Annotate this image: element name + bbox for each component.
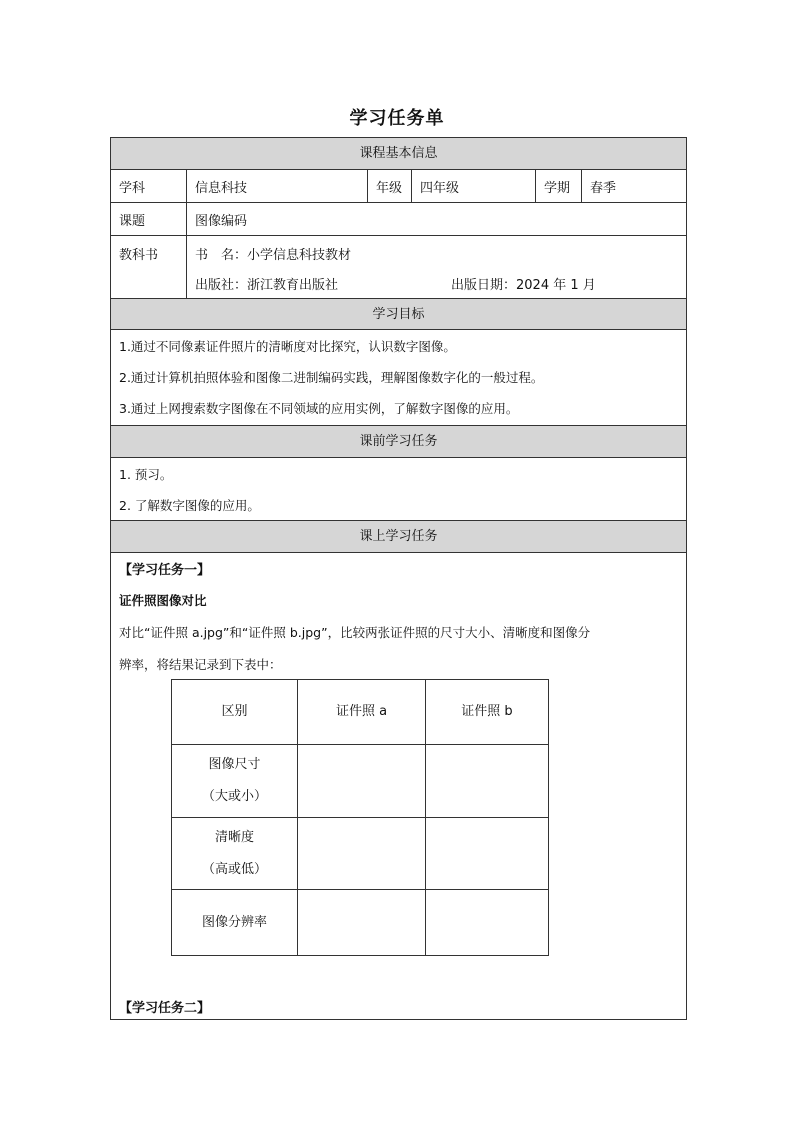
table-row: [172, 818, 549, 890]
grade-label: 年级: [367, 170, 411, 202]
term-label: 学期: [535, 170, 581, 202]
info-row-textbook: [111, 236, 686, 299]
objective-item: 3.通过上网搜索数字图像在不同领域的应用实例，了解数字图像的应用。: [119, 401, 519, 416]
objective-item: 2.通过计算机拍照体验和图像二进制编码实践，理解图像数字化的一般过程。: [119, 370, 544, 385]
row-label-main: 清晰度: [214, 829, 254, 845]
answer-cell-b[interactable]: [426, 818, 549, 890]
row-label-note: （高或低）: [201, 861, 267, 877]
subject-value: 信息科技: [186, 170, 367, 202]
book-name: 书 名：小学信息科技教材: [195, 248, 352, 263]
header-photo-b: 证件照 b: [426, 680, 549, 745]
topic-value: 图像编码: [186, 203, 686, 235]
subject-label: 学科: [119, 180, 146, 196]
header-difference: 区别: [172, 680, 298, 745]
row-label: [172, 890, 298, 956]
answer-cell-a[interactable]: [298, 745, 426, 818]
objective-item: 1.通过不同像素证件照片的清晰度对比探究，认识数字图像。: [119, 339, 456, 354]
pre-task-item: 2. 了解数字图像的应用。: [119, 498, 260, 513]
row-label: [172, 818, 298, 890]
task1-description: 辨率，将结果记录到下表中：: [119, 657, 282, 672]
table-row: [172, 890, 549, 956]
task1-subheading: 证件照图像对比: [119, 593, 207, 608]
task1-heading: 【学习任务一】: [119, 563, 211, 578]
header-photo-a: 证件照 a: [298, 680, 426, 745]
textbook-label: 教科书: [119, 248, 159, 263]
section-pre-class: 课前学习任务: [111, 426, 686, 458]
table-row: [172, 745, 549, 818]
answer-cell-a[interactable]: [298, 818, 426, 890]
answer-cell-a[interactable]: [298, 890, 426, 956]
publisher: 出版社：浙江教育出版社: [195, 278, 339, 293]
comparison-table: [171, 679, 549, 956]
task-sheet-table: [110, 137, 687, 1020]
term-value: 春季: [581, 170, 686, 202]
row-label-main: 图像分辨率: [201, 914, 267, 930]
grade-value: 四年级: [411, 170, 535, 202]
task2-heading: 【学习任务二】: [119, 1001, 211, 1016]
answer-cell-b[interactable]: [426, 745, 549, 818]
row-label: [172, 745, 298, 818]
pre-task-item: 1. 预习。: [119, 467, 173, 482]
section-in-class: 课上学习任务: [111, 521, 686, 553]
info-row-topic: [111, 203, 686, 236]
textbook-details: [186, 236, 686, 298]
section-basic-info: 课程基本信息: [111, 138, 686, 170]
page-title: 学习任务单: [349, 108, 445, 129]
task1-description: 对比“证件照 a.jpg”和“证件照 b.jpg”，比较两张证件照的尺寸大小、清晰度和图像分: [119, 625, 591, 640]
objectives-list: [111, 330, 686, 426]
info-row-subject: [111, 170, 686, 203]
row-label-note: （大或小）: [201, 789, 267, 804]
topic-label: 课题: [119, 213, 146, 229]
section-objectives: 学习目标: [111, 299, 686, 330]
row-label-main: 图像尺寸: [208, 757, 261, 772]
pre-class-tasks: [111, 458, 686, 521]
publish-date: 出版日期：2024 年 1 月: [451, 278, 596, 293]
answer-cell-b[interactable]: [426, 890, 549, 956]
